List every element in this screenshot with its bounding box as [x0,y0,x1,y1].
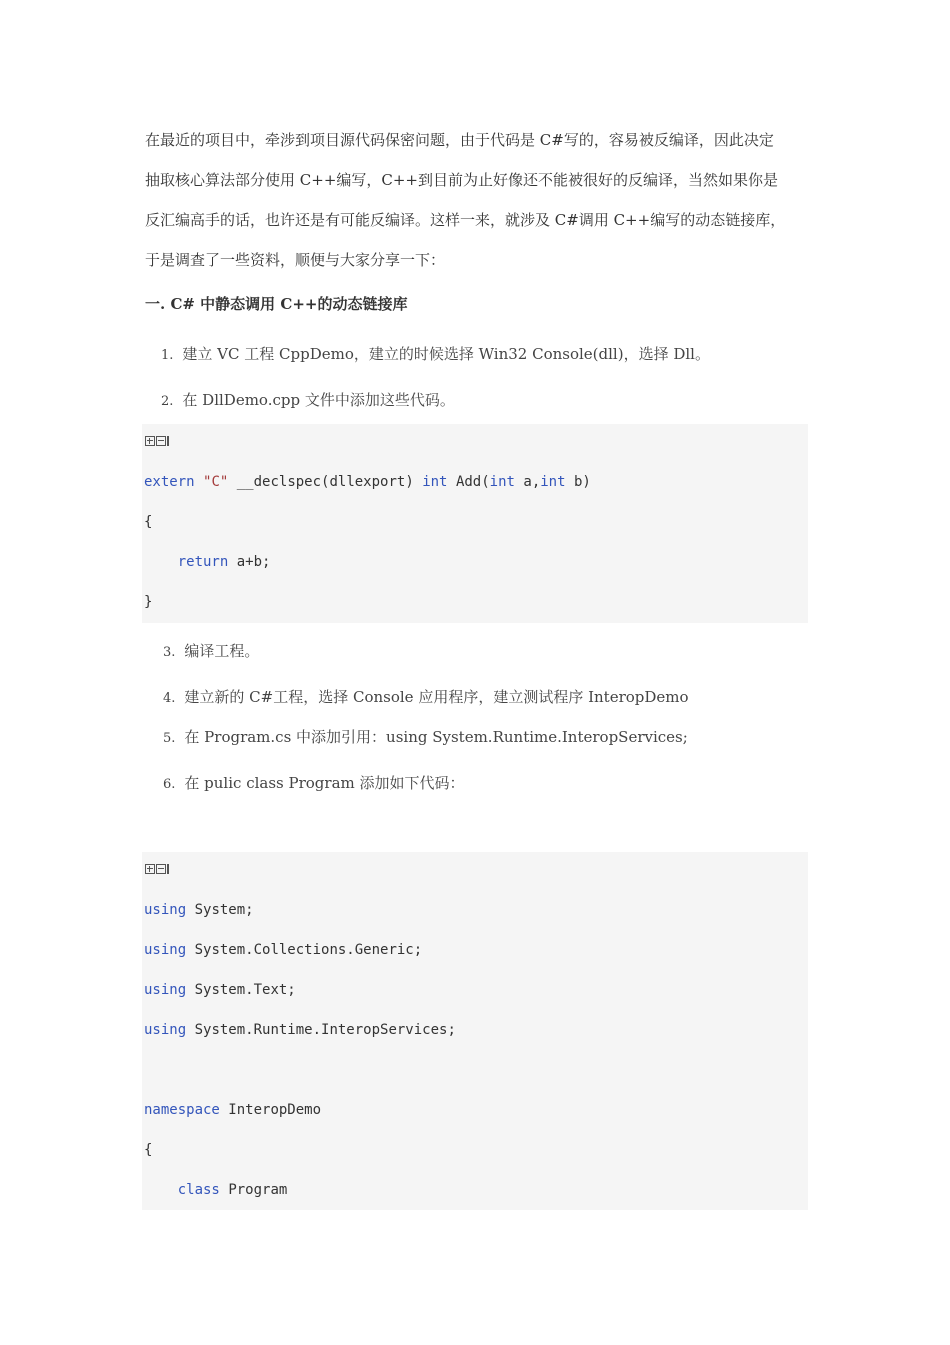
code-text: System.Text; [194,982,296,998]
section-heading: 一. C# 中静态调用 C++的动态链接库 [145,295,408,313]
collapse-icon[interactable] [156,864,166,874]
code-line [144,942,422,958]
step-text: 在 DllDemo.cpp 文件中添加这些代码。 [182,391,455,409]
code-keyword: class [177,1182,220,1198]
code-text: InteropDemo [228,1102,322,1118]
expand-icon[interactable] [145,864,155,874]
step-text: 在 Program.cs 中添加引用：using System.Runtime.InteropServices; [184,728,688,746]
code-text: System.Collections.Generic; [194,942,423,958]
step-item [163,772,465,793]
code-toolbar [145,864,169,876]
intro-line: 反汇编高手的话，也许还是有可能反编译。这样一来，就涉及 C#调用 C++编写的动态链接库， [145,211,786,229]
step-number: 3. [163,645,176,660]
code-string: "C" [203,474,229,490]
code-keyword: int [489,474,515,490]
code-block [142,424,808,623]
step-item [161,389,455,410]
step-item [161,343,710,364]
step-text: 建立新的 C#工程，选择 Console 应用程序，建立测试程序 InteropDemo [184,688,689,706]
code-keyword: extern [144,474,195,490]
code-text: a, [523,474,541,490]
intro-paragraph [145,120,815,280]
intro-line: 抽取核心算法部分使用 C++编写，C++到目前为止好像还不能被很好的反编译，当然如果你是 [145,171,778,189]
step-text: 建立 VC 工程 CppDemo，建立的时候选择 Win32 Console(dll)，选择 Dll。 [182,345,710,363]
code-text: System; [194,902,254,918]
code-line: } [144,594,153,610]
intro-line: 在最近的项目中，牵涉到项目源代码保密问题，由于代码是 C#写的，容易被反编译，因此决定 [145,131,774,149]
code-toolbar [145,436,169,448]
code-text: Program [228,1182,288,1198]
intro-line: 于是调查了一些资料，顺便与大家分享一下： [145,251,446,269]
divider-icon [167,436,169,446]
code-text: b) [573,474,591,490]
step-number: 2. [161,394,174,409]
code-line [144,902,254,918]
code-keyword: using [144,1022,187,1038]
code-line [144,1182,287,1198]
code-line [144,554,270,570]
code-line: { [144,1142,153,1158]
code-keyword: using [144,942,187,958]
code-line [144,474,591,490]
divider-icon [167,864,169,874]
step-number: 6. [163,777,176,792]
expand-icon[interactable] [145,436,155,446]
code-keyword: return [177,554,229,570]
step-text: 在 pulic class Program 添加如下代码： [184,774,465,792]
code-line [144,1022,456,1038]
code-block [142,852,808,1210]
code-line [144,1102,321,1118]
code-text: System.Runtime.InteropServices; [194,1022,456,1038]
code-keyword: int [422,474,448,490]
step-item [163,726,688,747]
code-keyword: using [144,982,187,998]
step-number: 1. [161,348,174,363]
code-line: { [144,514,153,530]
code-text: Add( [455,474,490,490]
code-text: __declspec(dllexport) [236,474,414,490]
step-number: 5. [163,731,176,746]
step-number: 4. [163,691,176,706]
step-text: 编译工程。 [184,642,260,660]
code-keyword: int [540,474,566,490]
code-keyword: using [144,902,187,918]
code-keyword: namespace [144,1102,220,1118]
collapse-icon[interactable] [156,436,166,446]
step-item [163,686,689,707]
step-item [163,640,259,661]
code-text: a+b; [236,554,271,570]
code-line [144,982,296,998]
